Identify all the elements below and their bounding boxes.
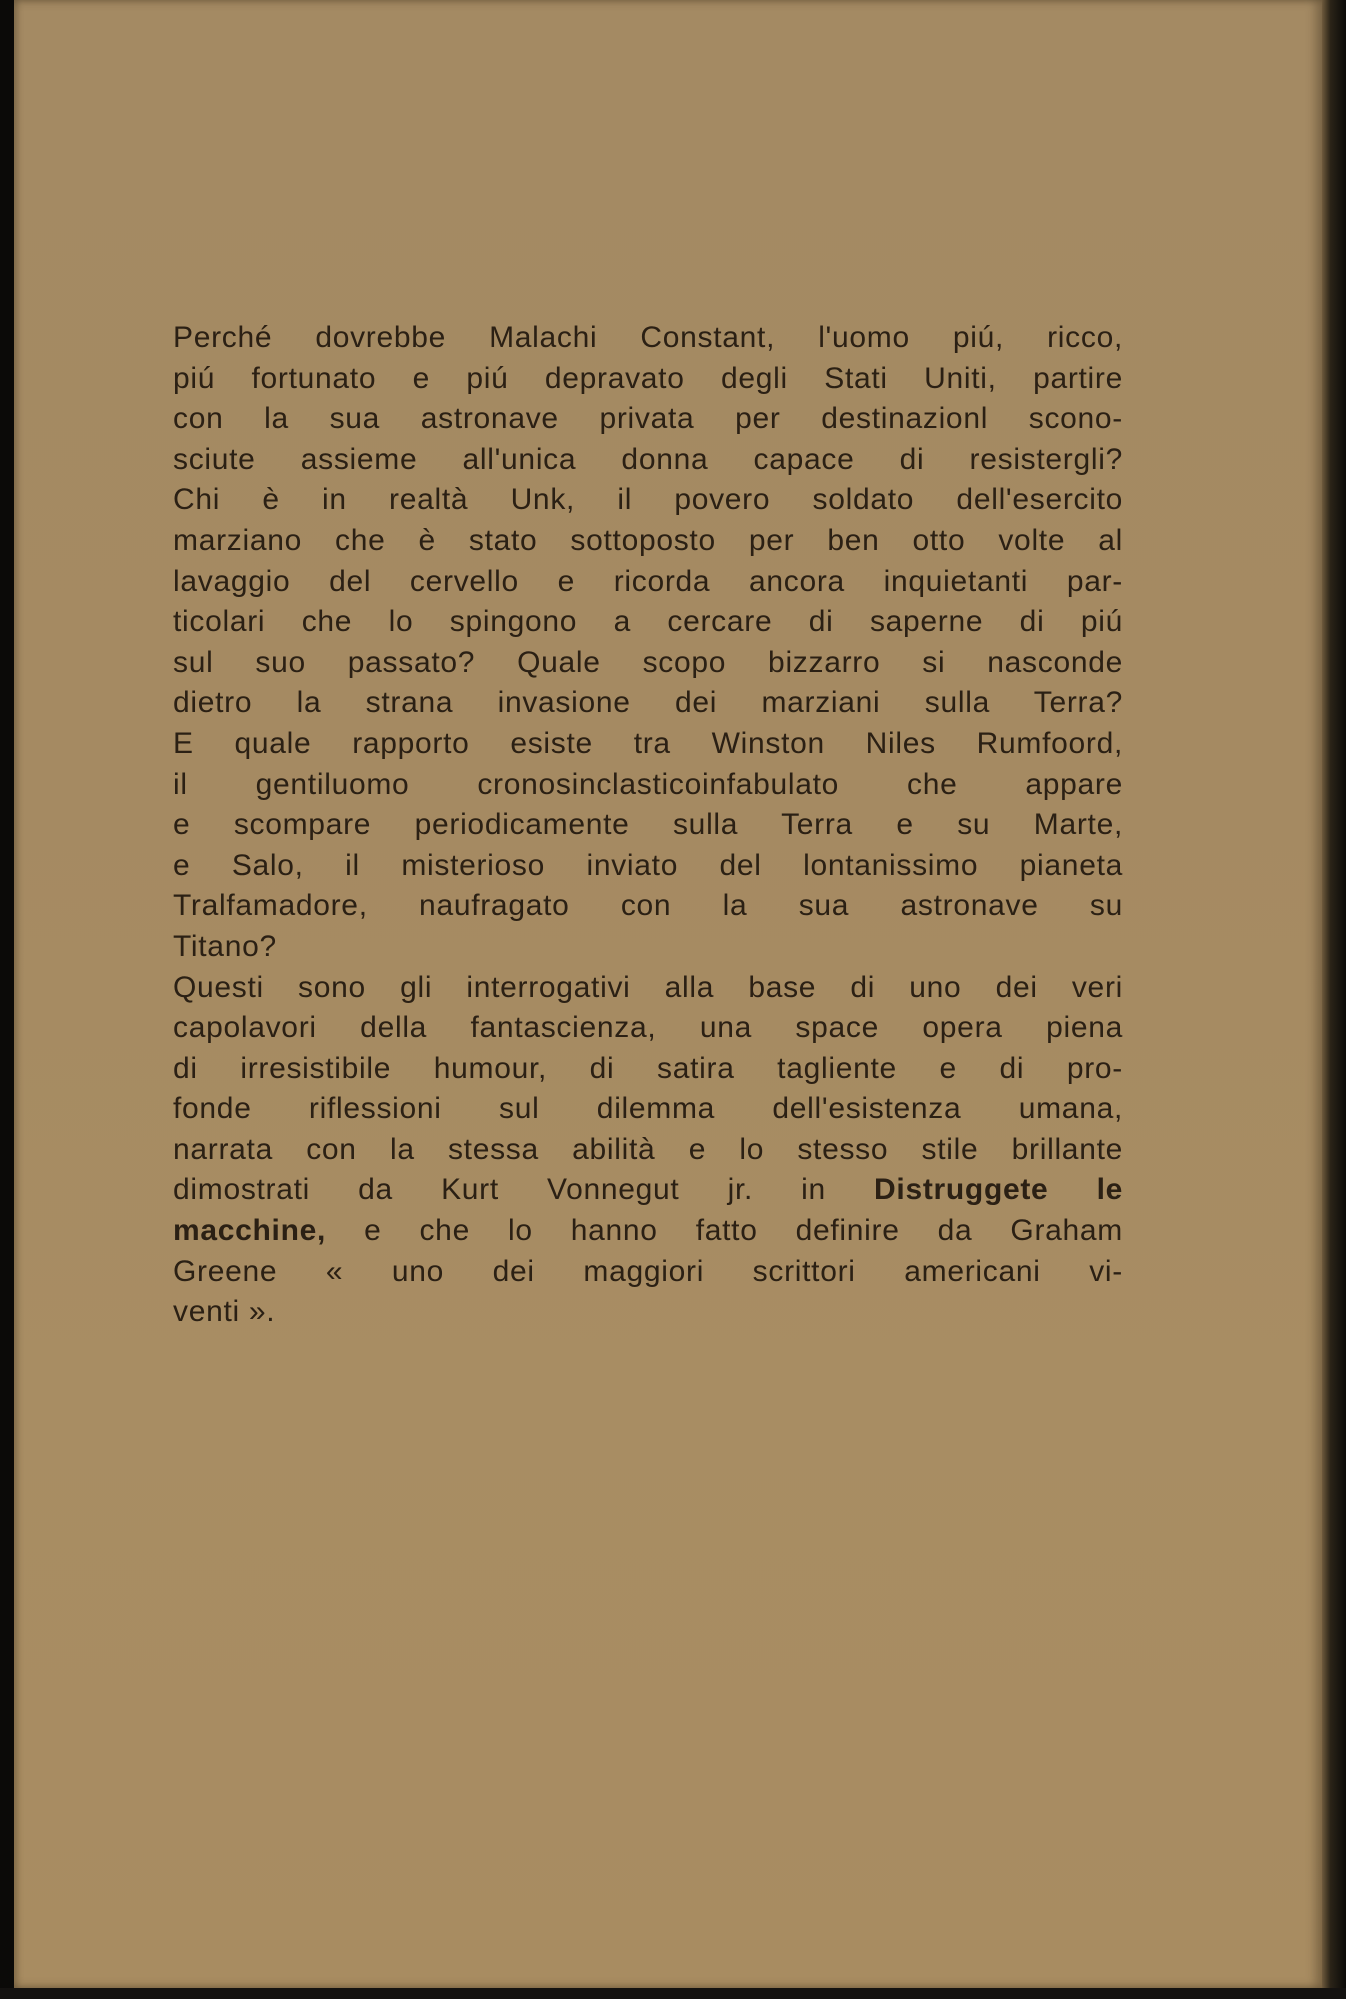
blurb-line: capolavori della fantascienza, una space opera piena: [173, 1011, 1123, 1045]
blurb-line: [173, 1211, 1123, 1252]
blurb-line: [173, 1170, 1123, 1211]
blurb-line: piú fortunato e piú depravato degli Stati Uniti, partire: [173, 361, 1123, 395]
blurb-line: e Salo, il misterioso inviato del lontanissimo pianeta: [173, 848, 1123, 882]
blurb-text: dimostrati da Kurt Vonnegut jr. in: [173, 1173, 875, 1207]
blurb-line: il gentiluomo cronosinclasticoinfabulato che appare: [173, 767, 1123, 801]
blurb-line: E quale rapporto esiste tra Winston Niles Rumfoord,: [173, 726, 1123, 760]
blurb-line: Questi sono gli interrogativi alla base di uno dei veri: [173, 970, 1123, 1004]
blurb-line: Titano?: [173, 929, 277, 963]
blurb-line: fonde riflessioni sul dilemma dell'esistenza umana,: [173, 1092, 1123, 1126]
blurb-line: venti ».: [173, 1295, 276, 1329]
blurb-line: lavaggio del cervello e ricorda ancora inquietanti par-: [173, 564, 1123, 598]
blurb-line: ticolari che lo spingono a cercare di saperne di piú: [173, 605, 1123, 639]
blurb-line: Tralfamadore, naufragato con la sua astronave su: [173, 889, 1123, 923]
cover-right-edge: [1322, 0, 1346, 1999]
blurb-line: e scompare periodicamente sulla Terra e su Marte,: [173, 808, 1123, 842]
blurb-line: marziano che è stato sottoposto per ben otto volte al: [173, 523, 1123, 557]
blurb-line: Perché dovrebbe Malachi Constant, l'uomo piú, ricco,: [173, 321, 1123, 354]
blurb-line: Greene « uno dei maggiori scrittori americani vi-: [173, 1254, 1123, 1288]
blurb-line: sul suo passato? Quale scopo bizzarro si nasconde: [173, 645, 1123, 679]
blurb-line: sciute assieme all'unica donna capace di resistergli?: [173, 442, 1123, 476]
book-title-reference: macchine,: [173, 1214, 327, 1248]
blurb-line: dietro la strana invasione dei marziani sulla Terra?: [173, 686, 1123, 720]
cover-bottom-edge: [0, 1988, 1346, 1999]
blurb-line: di irresistibile humour, di satira tagliente e di pro-: [173, 1051, 1123, 1085]
blurb-line: con la sua astronave privata per destinazionl scono-: [173, 402, 1123, 436]
blurb-line: narrata con la stessa abilità e lo stesso stile brillante: [173, 1132, 1123, 1166]
blurb-text: e che lo hanno fatto definire da Graham: [326, 1214, 1123, 1248]
book-title-reference: Distruggete le: [874, 1173, 1123, 1207]
back-cover-blurb: [173, 318, 1123, 1333]
blurb-line: Chi è in realtà Unk, il povero soldato dell'esercito: [173, 483, 1123, 517]
